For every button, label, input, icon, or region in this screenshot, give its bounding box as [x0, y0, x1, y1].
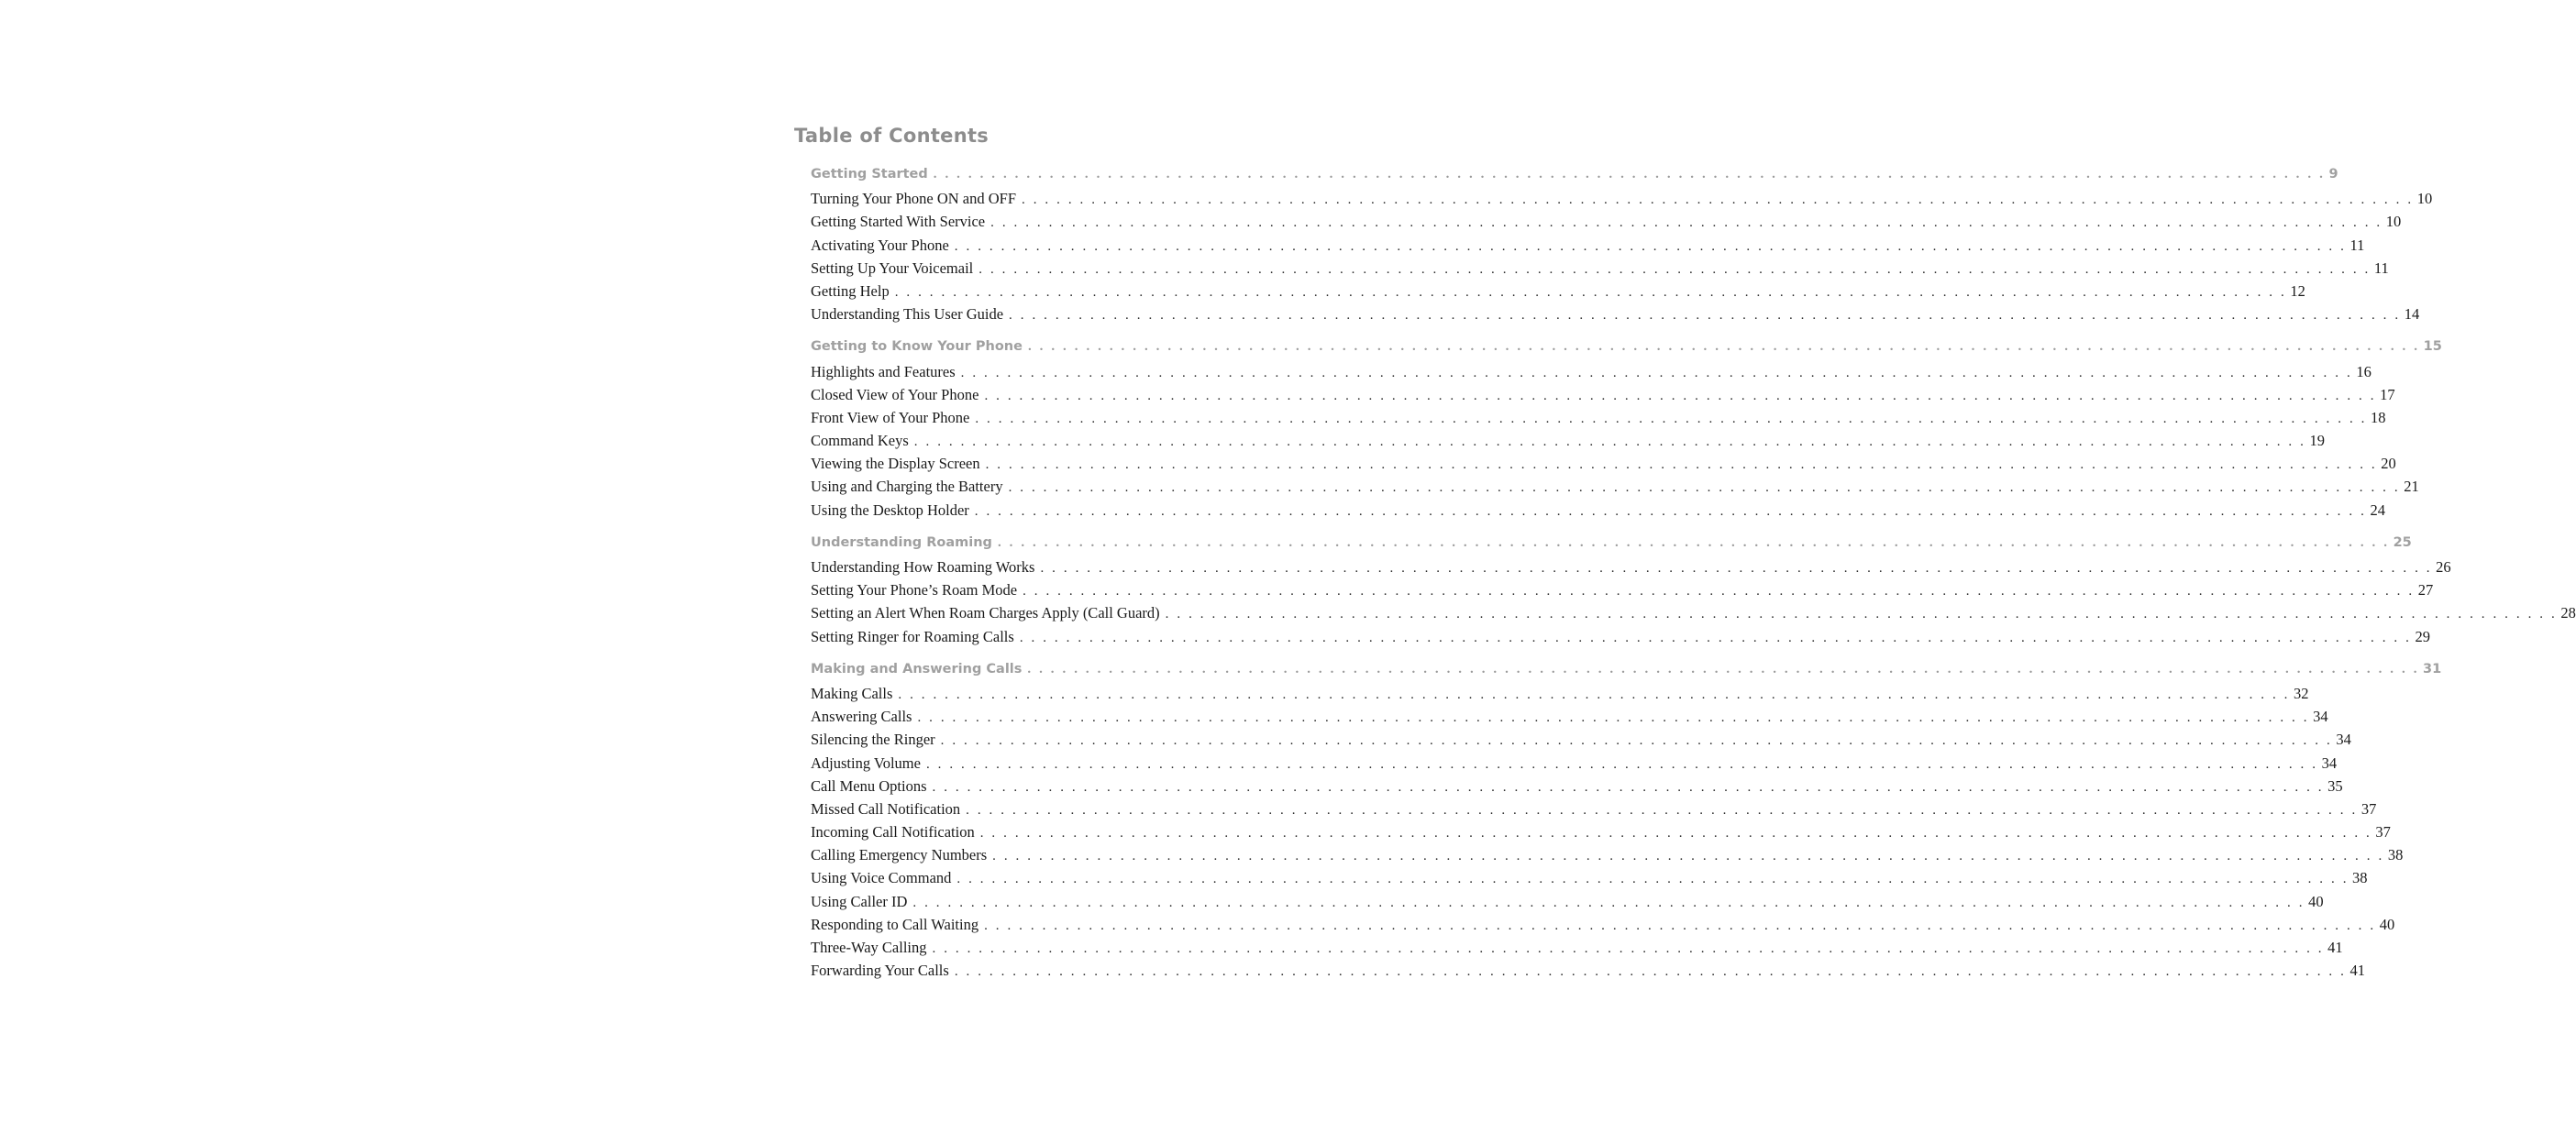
toc-entry[interactable]	[811, 939, 2343, 962]
dot-leader: . . . . . . . . . . . . . . . . . . . . . . . . . . . . . . . . . . . . . . . . . . . . . . . . . . . . . . . . . . . . . . . . . . . . . . . . . . . . . . . . . . . . . . . . . . . . . . . . . . . . . . . . . . . . . . . . . . . . . . . .	[978, 261, 2371, 277]
toc-section-heading[interactable]	[811, 661, 2442, 685]
toc-entry[interactable]	[811, 915, 2395, 939]
dot-leader: . . . . . . . . . . . . . . . . . . . . . . . . . . . . . . . . . . . . . . . . . . . . . . . . . . . . . . . . . . . . . . . . . . . . . . . . . . . . . . . . . . . . . . . . . . . . . . . . . . . . . . . . . . . . . . . . . . . . . . . .	[975, 411, 2368, 426]
dot-leader: . . . . . . . . . . . . . . . . . . . . . . . . . . . . . . . . . . . . . . . . . . . . . . . . . . . . . . . . . . . . . . . . . . . . . . . . . . . . . . . . . . . . . . . . . . . . . . . . . . . . . . . . . . . . . . . . . . . . . . . .	[1165, 607, 2558, 622]
toc-entry-page-number: 34	[2321, 754, 2338, 772]
dot-leader: . . . . . . . . . . . . . . . . . . . . . . . . . . . . . . . . . . . . . . . . . . . . . . . . . . . . . . . . . . . . . . . . . . . . . . . . . . . . . . . . . . . . . . . . . . . . . . . . . . . . . . . . . . . . . . . . . . . . . . . .	[984, 918, 2376, 933]
toc-section	[811, 167, 2433, 328]
toc-section-heading-title: Getting Started	[811, 167, 928, 182]
dot-leader: . . . . . . . . . . . . . . . . . . . . . . . . . . . . . . . . . . . . . . . . . . . . . . . . . . . . . . . . . . . . . . . . . . . . . . . . . . . . . . . . . . . . . . . . . . . . . . . . . . . . . . . . . . . . . . . . . . . . . . . .	[917, 710, 2310, 726]
toc-entry[interactable]	[811, 190, 2433, 213]
toc-entry-title: Getting Started With Service	[811, 213, 986, 231]
dot-leader: . . . . . . . . . . . . . . . . . . . . . . . . . . . . . . . . . . . . . . . . . . . . . . . . . . . . . . . . . . . . . . . . . . . . . . . . . . . . . . . . . . . . . . . . . . . . . . . . . . . . . . . . . . . . . . . . . . . . . . . .	[1040, 561, 2433, 576]
toc-entry-title: Setting Up Your Voicemail	[811, 258, 974, 277]
toc-entry-title: Highlights and Features	[811, 362, 956, 380]
toc-entry-page-number: 14	[2404, 305, 2420, 324]
dot-leader: . . . . . . . . . . . . . . . . . . . . . . . . . . . . . . . . . . . . . . . . . . . . . . . . . . . . . . . . . . . . . . . . . . . . . . . . . . . . . . . . . . . . . . . . . . . . . . . . . . . . . . . . . . . . . . . . . . . . . . . .	[966, 802, 2358, 818]
dot-leader: . . . . . . . . . . . . . . . . . . . . . . . . . . . . . . . . . . . . . . . . . . . . . . . . . . . . . . . . . . . . . . . . . . . . . . . . . . . . . . . . . . . . . . . . . . . . . . . . . . . . . . . . . . . . . . . . . . . . . . . .	[933, 167, 2326, 182]
toc-entry-page-number: 16	[2356, 362, 2371, 380]
toc-entry-page-number: 29	[2415, 627, 2430, 645]
toc-section-heading-page-number: 15	[2423, 339, 2442, 355]
toc-entry-page-number: 11	[2349, 236, 2365, 254]
dot-leader: . . . . . . . . . . . . . . . . . . . . . . . . . . . . . . . . . . . . . . . . . . . . . . . . . . . . . . . . . . . . . . . . . . . . . . . . . . . . . . . . . . . . . . . . . . . . . . . . . . . . . . . . . . . . . . . . . . . . . . . .	[979, 826, 2372, 842]
toc-entry[interactable]	[811, 799, 2377, 823]
toc-entry-page-number: 28	[2560, 604, 2576, 622]
toc-entry[interactable]	[811, 478, 2419, 500]
dot-leader: . . . . . . . . . . . . . . . . . . . . . . . . . . . . . . . . . . . . . . . . . . . . . . . . . . . . . . . . . . . . . . . . . . . . . . . . . . . . . . . . . . . . . . . . . . . . . . . . . . . . . . . . . . . . . . . . . . . . . . . .	[1019, 630, 2412, 645]
toc-entry-title: Turning Your Phone ON and OFF	[811, 190, 1017, 208]
dot-leader: . . . . . . . . . . . . . . . . . . . . . . . . . . . . . . . . . . . . . . . . . . . . . . . . . . . . . . . . . . . . . . . . . . . . . . . . . . . . . . . . . . . . . . . . . . . . . . . . . . . . . . . . . . . . . . . . . . . . . . . .	[1027, 661, 2420, 676]
toc-entry-title: Three-Way Calling	[811, 939, 927, 956]
toc-entry-title: Understanding How Roaming Works	[811, 558, 1035, 576]
toc-entry-page-number: 37	[2375, 823, 2391, 842]
toc-entry-title: Command Keys	[811, 432, 909, 450]
toc-entry[interactable]	[811, 776, 2343, 800]
dot-leader: . . . . . . . . . . . . . . . . . . . . . . . . . . . . . . . . . . . . . . . . . . . . . . . . . . . . . . . . . . . . . . . . . . . . . . . . . . . . . . . . . . . . . . . . . . . . . . . . . . . . . . . . . . . . . . . . . . . . . . . .	[894, 284, 2287, 300]
toc-entry[interactable]	[811, 627, 2430, 651]
toc-entry[interactable]	[811, 281, 2305, 305]
toc-entry-title: Making Calls	[811, 684, 893, 702]
toc-entry-title: Closed View of Your Phone	[811, 385, 979, 403]
dot-leader: . . . . . . . . . . . . . . . . . . . . . . . . . . . . . . . . . . . . . . . . . . . . . . . . . . . . . . . . . . . . . . . . . . . . . . . . . . . . . . . . . . . . . . . . . . . . . . . . . . . . . . . . . . . . . . . . . . . . . . . .	[956, 872, 2349, 887]
toc-entry[interactable]	[811, 754, 2338, 777]
toc-entry-title: Using Voice Command	[811, 869, 952, 887]
toc-entry[interactable]	[811, 846, 2404, 869]
dot-leader: . . . . . . . . . . . . . . . . . . . . . . . . . . . . . . . . . . . . . . . . . . . . . . . . . . . . . . . . . . . . . . . . . . . . . . . . . . . . . . . . . . . . . . . . . . . . . . . . . . . . . . . . . . . . . . . . . . . . . . . .	[985, 457, 2378, 473]
toc-entry[interactable]	[811, 236, 2365, 259]
toc-entry-title: Call Menu Options	[811, 776, 927, 795]
toc-entry-page-number: 41	[2327, 939, 2343, 956]
toc-entry[interactable]	[811, 823, 2391, 846]
toc-section-heading-title: Understanding Roaming	[811, 534, 992, 550]
toc-entry-page-number: 27	[2417, 581, 2434, 600]
toc-section-heading-title: Making and Answering Calls	[811, 661, 1023, 676]
toc-entry-page-number: 21	[2404, 478, 2419, 496]
toc-entry[interactable]	[811, 962, 2365, 984]
toc-entry[interactable]	[811, 708, 2328, 731]
toc-section-heading[interactable]	[811, 534, 2412, 558]
toc-entry[interactable]	[811, 558, 2451, 581]
toc-entry-title: Getting Help	[811, 281, 890, 300]
toc-entry[interactable]	[811, 432, 2325, 455]
toc-entry[interactable]	[811, 408, 2386, 432]
toc-entry-page-number: 11	[2373, 258, 2389, 277]
toc-entry[interactable]	[811, 604, 2576, 627]
toc-section	[811, 534, 2576, 651]
toc-entry-page-number: 38	[2387, 846, 2404, 864]
dot-leader: . . . . . . . . . . . . . . . . . . . . . . . . . . . . . . . . . . . . . . . . . . . . . . . . . . . . . . . . . . . . . . . . . . . . . . . . . . . . . . . . . . . . . . . . . . . . . . . . . . . . . . . . . . . . . . . . . . . . . . . .	[990, 215, 2383, 231]
toc-entry-page-number: 37	[2360, 799, 2377, 818]
dot-leader: . . . . . . . . . . . . . . . . . . . . . . . . . . . . . . . . . . . . . . . . . . . . . . . . . . . . . . . . . . . . . . . . . . . . . . . . . . . . . . . . . . . . . . . . . . . . . . . . . . . . . . . . . . . . . . . . . . . . . . . .	[1023, 584, 2415, 600]
toc-entry[interactable]	[811, 731, 2351, 754]
toc-entry[interactable]	[811, 258, 2389, 282]
toc-entry-page-number: 19	[2309, 432, 2325, 450]
toc-entry-page-number: 35	[2327, 776, 2343, 795]
dot-leader: . . . . . . . . . . . . . . . . . . . . . . . . . . . . . . . . . . . . . . . . . . . . . . . . . . . . . . . . . . . . . . . . . . . . . . . . . . . . . . . . . . . . . . . . . . . . . . . . . . . . . . . . . . . . . . . . . . . . . . . .	[997, 534, 2390, 550]
toc-entry-title: Understanding This User Guide	[811, 305, 1004, 324]
toc-entry-title: Setting Your Phone’s Roam Mode	[811, 581, 1018, 600]
toc-entry-page-number: 10	[2416, 190, 2433, 208]
dot-leader: . . . . . . . . . . . . . . . . . . . . . . . . . . . . . . . . . . . . . . . . . . . . . . . . . . . . . . . . . . . . . . . . . . . . . . . . . . . . . . . . . . . . . . . . . . . . . . . . . . . . . . . . . . . . . . . . . . . . . . . .	[954, 238, 2347, 254]
toc-section-heading[interactable]	[811, 167, 2338, 190]
dot-leader: . . . . . . . . . . . . . . . . . . . . . . . . . . . . . . . . . . . . . . . . . . . . . . . . . . . . . . . . . . . . . . . . . . . . . . . . . . . . . . . . . . . . . . . . . . . . . . . . . . . . . . . . . . . . . . . . . . . . . . . .	[984, 388, 2377, 403]
toc-entry-title: Viewing the Display Screen	[811, 455, 980, 473]
dot-leader: . . . . . . . . . . . . . . . . . . . . . . . . . . . . . . . . . . . . . . . . . . . . . . . . . . . . . . . . . . . . . . . . . . . . . . . . . . . . . . . . . . . . . . . . . . . . . . . . . . . . . . . . . . . . . . . . . . . . . . . .	[1027, 339, 2420, 355]
toc-entry-title: Activating Your Phone	[811, 236, 949, 254]
toc-entry-page-number: 18	[2371, 408, 2386, 426]
toc-entry-title: Incoming Call Notification	[811, 823, 975, 842]
toc-entry-title: Answering Calls	[811, 708, 912, 726]
toc-entry-page-number: 34	[2313, 708, 2328, 726]
toc-entry-title: Front View of Your Phone	[811, 408, 970, 426]
dot-leader: . . . . . . . . . . . . . . . . . . . . . . . . . . . . . . . . . . . . . . . . . . . . . . . . . . . . . . . . . . . . . . . . . . . . . . . . . . . . . . . . . . . . . . . . . . . . . . . . . . . . . . . . . . . . . . . . . . . . . . . .	[1022, 192, 2414, 208]
dot-leader: . . . . . . . . . . . . . . . . . . . . . . . . . . . . . . . . . . . . . . . . . . . . . . . . . . . . . . . . . . . . . . . . . . . . . . . . . . . . . . . . . . . . . . . . . . . . . . . . . . . . . . . . . . . . . . . . . . . . . . . .	[1008, 480, 2401, 496]
toc-entry-title: Missed Call Notification	[811, 799, 961, 818]
toc-entry-page-number: 41	[2349, 962, 2365, 980]
toc-section	[811, 661, 2442, 985]
dot-leader: . . . . . . . . . . . . . . . . . . . . . . . . . . . . . . . . . . . . . . . . . . . . . . . . . . . . . . . . . . . . . . . . . . . . . . . . . . . . . . . . . . . . . . . . . . . . . . . . . . . . . . . . . . . . . . . . . . . . . . . .	[1009, 308, 2401, 324]
toc-entry-title: Silencing the Ringer	[811, 731, 935, 749]
toc-entry[interactable]	[811, 581, 2434, 604]
toc-entry-page-number: 24	[2370, 500, 2385, 519]
dot-leader: . . . . . . . . . . . . . . . . . . . . . . . . . . . . . . . . . . . . . . . . . . . . . . . . . . . . . . . . . . . . . . . . . . . . . . . . . . . . . . . . . . . . . . . . . . . . . . . . . . . . . . . . . . . . . . . . . . . . . . . .	[954, 964, 2347, 980]
toc-entry[interactable]	[811, 892, 2324, 916]
toc-entry-page-number: 20	[2381, 455, 2396, 473]
toc-entry-page-number: 38	[2352, 869, 2368, 887]
toc-entry-title: Using and Charging the Battery	[811, 478, 1003, 496]
dot-leader: . . . . . . . . . . . . . . . . . . . . . . . . . . . . . . . . . . . . . . . . . . . . . . . . . . . . . . . . . . . . . . . . . . . . . . . . . . . . . . . . . . . . . . . . . . . . . . . . . . . . . . . . . . . . . . . . . . . . . . . .	[898, 687, 2291, 702]
toc-entry-title: Using the Desktop Holder	[811, 500, 969, 519]
toc-entry-page-number: 40	[2308, 892, 2324, 910]
dot-leader: . . . . . . . . . . . . . . . . . . . . . . . . . . . . . . . . . . . . . . . . . . . . . . . . . . . . . . . . . . . . . . . . . . . . . . . . . . . . . . . . . . . . . . . . . . . . . . . . . . . . . . . . . . . . . . . . . . . . . . . .	[974, 503, 2367, 519]
toc-section-heading-page-number: 25	[2393, 534, 2412, 550]
toc-entry[interactable]	[811, 305, 2420, 328]
toc-entry[interactable]	[811, 213, 2402, 236]
toc-entry-page-number: 10	[2385, 213, 2402, 231]
dot-leader: . . . . . . . . . . . . . . . . . . . . . . . . . . . . . . . . . . . . . . . . . . . . . . . . . . . . . . . . . . . . . . . . . . . . . . . . . . . . . . . . . . . . . . . . . . . . . . . . . . . . . . . . . . . . . . . . . . . . . . . .	[912, 895, 2305, 910]
dot-leader: . . . . . . . . . . . . . . . . . . . . . . . . . . . . . . . . . . . . . . . . . . . . . . . . . . . . . . . . . . . . . . . . . . . . . . . . . . . . . . . . . . . . . . . . . . . . . . . . . . . . . . . . . . . . . . . . . . . . . . . .	[925, 756, 2318, 772]
toc-section	[811, 339, 2442, 524]
page-title: Table of Contents	[794, 125, 989, 147]
dot-leader: . . . . . . . . . . . . . . . . . . . . . . . . . . . . . . . . . . . . . . . . . . . . . . . . . . . . . . . . . . . . . . . . . . . . . . . . . . . . . . . . . . . . . . . . . . . . . . . . . . . . . . . . . . . . . . . . . . . . . . . .	[932, 941, 2325, 956]
toc-entry-title: Responding to Call Waiting	[811, 915, 979, 933]
toc-entry-page-number: 40	[2379, 915, 2395, 933]
table-of-contents	[811, 167, 2576, 996]
toc-entry[interactable]	[811, 362, 2371, 386]
toc-entry[interactable]	[811, 869, 2368, 892]
toc-entry-title: Using Caller ID	[811, 892, 908, 910]
dot-leader: . . . . . . . . . . . . . . . . . . . . . . . . . . . . . . . . . . . . . . . . . . . . . . . . . . . . . . . . . . . . . . . . . . . . . . . . . . . . . . . . . . . . . . . . . . . . . . . . . . . . . . . . . . . . . . . . . . . . . . . .	[960, 365, 2353, 380]
toc-entry[interactable]	[811, 455, 2396, 478]
toc-section-heading[interactable]	[811, 339, 2442, 362]
dot-leader: . . . . . . . . . . . . . . . . . . . . . . . . . . . . . . . . . . . . . . . . . . . . . . . . . . . . . . . . . . . . . . . . . . . . . . . . . . . . . . . . . . . . . . . . . . . . . . . . . . . . . . . . . . . . . . . . . . . . . . . .	[932, 779, 2325, 795]
toc-entry-page-number: 34	[2336, 731, 2351, 749]
dot-leader: . . . . . . . . . . . . . . . . . . . . . . . . . . . . . . . . . . . . . . . . . . . . . . . . . . . . . . . . . . . . . . . . . . . . . . . . . . . . . . . . . . . . . . . . . . . . . . . . . . . . . . . . . . . . . . . . . . . . . . . .	[992, 849, 2384, 864]
toc-entry[interactable]	[811, 385, 2395, 409]
toc-entry-page-number: 17	[2380, 385, 2395, 403]
toc-section-heading-title: Getting to Know Your Phone	[811, 339, 1023, 355]
toc-entry-page-number: 12	[2290, 281, 2305, 300]
toc-entry-title: Setting an Alert When Roam Charges Apply (Call Guard)	[811, 604, 1160, 622]
toc-section-heading-page-number: 31	[2423, 661, 2442, 676]
toc-entry-title: Calling Emergency Numbers	[811, 846, 988, 864]
toc-entry-page-number: 26	[2436, 558, 2451, 576]
toc-entry-title: Forwarding Your Calls	[811, 962, 949, 980]
toc-entry-page-number: 32	[2294, 684, 2309, 702]
dot-leader: . . . . . . . . . . . . . . . . . . . . . . . . . . . . . . . . . . . . . . . . . . . . . . . . . . . . . . . . . . . . . . . . . . . . . . . . . . . . . . . . . . . . . . . . . . . . . . . . . . . . . . . . . . . . . . . . . . . . . . . .	[940, 733, 2333, 749]
toc-section-heading-page-number: 9	[2328, 167, 2338, 182]
toc-entry-title: Setting Ringer for Roaming Calls	[811, 627, 1014, 645]
toc-entry-title: Adjusting Volume	[811, 754, 921, 772]
toc-entry[interactable]	[811, 500, 2385, 524]
dot-leader: . . . . . . . . . . . . . . . . . . . . . . . . . . . . . . . . . . . . . . . . . . . . . . . . . . . . . . . . . . . . . . . . . . . . . . . . . . . . . . . . . . . . . . . . . . . . . . . . . . . . . . . . . . . . . . . . . . . . . . . .	[913, 434, 2306, 450]
toc-entry[interactable]	[811, 684, 2309, 708]
